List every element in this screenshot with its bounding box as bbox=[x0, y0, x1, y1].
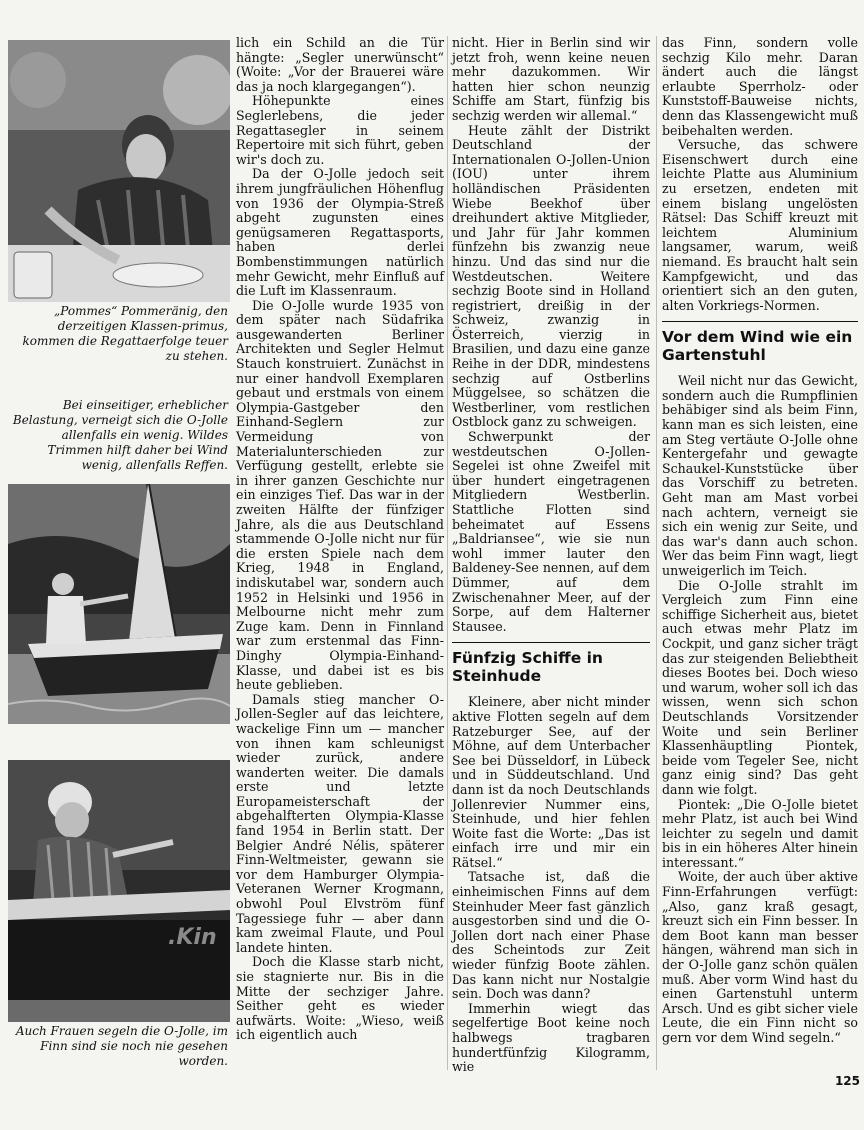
paragraph: lich ein Schild an die Tür hängte: „Segler unerwünscht“ (Woite: „Vor der Brauerei wäre das ja noch klargegangen“). bbox=[236, 35, 444, 94]
caption-1: „Pommes“ Pommeränig, den derzeitigen Klassen-primus, kommen die Regattaerfolge teuer zu stehen. bbox=[22, 304, 228, 363]
paragraph: Versuche, das schwere Eisenschwert durch eine leichte Platte aus Aluminium zu ersetzen, endeten mit einem bislang ungelösten Rätsel: Das Schiff kreuzt mit leichtem Aluminium langsamer, warum, weiß niemand. Es braucht halt sein Kampfgewicht, und das orientiert sich an den guten, alten Vorkriegs-Normen. bbox=[662, 137, 858, 313]
photo-sailor-on-boat-image bbox=[8, 484, 230, 724]
paragraph: Höhepunkte eines Seglerlebens, die jeder Regattasegler in seinem Repertoire mit sich führt, geben wir's doch zu. bbox=[236, 93, 444, 167]
paragraph: Woite, der auch über aktive Finn-Erfahrungen verfügt: „Also, ganz kraß gesagt, kreuzt sich ein Finn besser. In dem Boot kann man besser hängen, während man sich in der O-Jolle ganz schön quälen muß. Aber vorm Wind hast du einen Gartenstuhl unterm Arsch. Und es gibt sicher viele Leute, die ein Finn nicht so gern vor dem Wind segeln.“ bbox=[662, 869, 858, 1045]
paragraph: Immerhin wiegt das segelfertige Boot keine noch halbwegs tragbaren hundertfünfzig Kilogramm, wie bbox=[452, 1000, 650, 1075]
photo-man-at-table bbox=[8, 40, 230, 302]
photo-woman-sailor-image bbox=[8, 760, 230, 1022]
column-rule-1 bbox=[447, 36, 448, 1070]
paragraph: Schwerpunkt der westdeutschen O-Jollen-Segelei ist ohne Zweifel mit über hundert eingetragenen Mitgliedern Westberlin. Stattliche Flotten sind beheimatet auf Essens „Baldriansee“, wie sie nun wohl immer lauter den Baldeney-See nennen, auf dem Dümmer, auf dem Zwischenahner Meer, auf der Sorpe, auf dem Halterner Stausee. bbox=[452, 429, 650, 634]
paragraph: das Finn, sondern volle sechzig Kilo mehr. Daran ändert auch die längst erlaubte Sperrholz- oder Kunststoff-Bauweise nichts, denn das Klassengewicht muß beibehalten werden. bbox=[662, 35, 858, 138]
photo-man-at-table-image bbox=[8, 40, 230, 302]
paragraph: Weil nicht nur das Gewicht, sondern auch die Rumpflinien behäbiger sind als beim Finn, kann man es sich leisten, eine am Steg vertäute O-Jolle ohne Kentergefahr und gewagte Schaukel-Kunststücke über das Vorschiff zu betreten. Geht man am Mast vorbei nach achtern, verneigt sie sich ein wenig zur Seite, und das war's dann auch schon. Wer das beim Finn wagt, liegt unweigerlich im Teich. bbox=[662, 373, 858, 578]
article-column-1 bbox=[236, 36, 444, 1043]
paragraph: Da der O-Jolle jedoch seit ihrem jungfräulichen Höhenflug von 1936 der Olympia-Streß abgeht zugunsten eines genügsameren Regattasports, haben derlei Bombenstimmungen natürlich mehr Gewicht, mehr Einfluß auf die Luft im Klassenraum. bbox=[236, 166, 444, 299]
paragraph: Tatsache ist, daß die einheimischen Finns auf dem Steinhuder Meer fast gänzlich ausgestorben sind und die O-Jollen dort nach einer Phase des Scheintods zur Zeit wieder fünfzig Boote zählen. Das kann nicht nur Nostalgie sein. Doch was dann? bbox=[452, 869, 650, 1002]
photo-woman-sailor bbox=[8, 760, 230, 1022]
paragraph: Damals stieg mancher O-Jollen-Segler auf das leichtere, wackelige Finn um — mancher von ihnen kam schleunigst wieder zurück, andere wanderten weiter. Die damals erste und letzte Europameisterschaft der abgehalfterten Olympia-Klasse fand 1954 in Berlin statt. Der Belgier André Nélis, späterer Finn-Weltmeister, gewann sie vor dem Hamburger Olympia-Veteranen Werner Krogmann, obwohl Poul Elvström fünf Tagessiege fuhr — aber dann kam zweimal Flaute, und Poul landete hinten. bbox=[236, 691, 444, 955]
paragraph: Die O-Jolle wurde 1935 von dem später nach Südafrika ausgewanderten Berliner Architekten und Segler Helmut Stauch konstruiert. Zunächst in nur einer handvoll Exemplaren gebaut und erstmals von einem Olympia-Gastgeber den Einhand-Seglern zur Vermeidung von Materialunterschieden zur Verfügung gestellt, erlebte sie in ihrer ganzen Geschichte nur ein einziges Tief. Das war in der zweiten Hälfte der fünfziger Jahre, als die aus Deutschland stammende O-Jolle nicht nur für die ersten Spiele nach dem Krieg, 1948 in England, indiskutabel war, sondern auch 1952 in Helsinki und 1956 in Melbourne nicht mehr zum Zuge kam. Denn in Finnland war zum erstenmal das Finn-Dinghy Olympia-Einhand-Klasse, und dabei ist es bis heute geblieben. bbox=[236, 297, 444, 693]
subheadline-gartenstuhl: Vor dem Wind wie ein Gartenstuhl bbox=[662, 321, 858, 364]
article-column-3 bbox=[662, 36, 858, 1046]
photo-sailor-on-boat bbox=[8, 484, 230, 724]
page-number: 125 bbox=[834, 1074, 860, 1088]
paragraph: Die O-Jolle strahlt im Vergleich zum Finn eine schiffige Sicherheit aus, bietet auch etwas mehr Platz im Cockpit, und ganz sicher trägt das zur steigenden Beliebtheit dieses Bootes bei. Doch wieso und warum, woher soll ich das wissen, wenn sich schon Deutschlands Vorsitzender Woite und sein Berliner Klassenhäuptling Piontek, beide vom Tegeler See, nicht ganz einig sind? Das geht dann wie folgt. bbox=[662, 577, 858, 797]
paragraph: Kleinere, aber nicht minder aktive Flotten segeln auf dem Ratzeburger See, auf der Möhne, auf dem Unterbacher See bei Düsseldorf, in Lübeck und in Süddeutschland. Und dann ist da noch Deutschlands Jollenrevier Nummer eins, Steinhude, und hier fehlen Woite fast die Worte: „Das ist einfach irre und mir ein Rätsel.“ bbox=[452, 694, 650, 870]
boat-lettering: .Kin bbox=[168, 925, 217, 950]
column-rule-2 bbox=[656, 36, 657, 1070]
article-column-2 bbox=[452, 36, 650, 1075]
paragraph: Doch die Klasse starb nicht, sie stagnierte nur. Bis in die Mitte der sechziger Jahre. Seither geht es wieder aufwärts. Woite: „Wieso, weiß ich eigentlich auch bbox=[236, 954, 444, 1043]
paragraph: Heute zählt der Distrikt Deutschland der Internationalen O-Jollen-Union (IOU) unter ihrem holländischen Präsidenten Wiebe Beekhof über dreihundert aktive Mitglieder, und Jahr für Jahr kommen fünfzehn bis zwanzig neue hinzu. Und das sind nur die Westdeutschen. Weitere sechzig Boote sind in Holland registriert, dreißig in der Schweiz, zwanzig in Österreich, vierzig in Brasilien, und dazu eine ganze Reihe in der DDR, mindestens sechzig auf Ostberlins Müggelsee, so schätzen die Westberliner, vom restlichen Ostblock ganz zu schweigen. bbox=[452, 122, 650, 430]
subheadline-steinhude: Fünfzig Schiffe in Steinhude bbox=[452, 642, 650, 685]
paragraph: Piontek: „Die O-Jolle bietet mehr Platz, ist auch bei Wind leichter zu segeln und damit bis in ein höheres Alter hinein interessant.“ bbox=[662, 796, 858, 870]
caption-2: Bei einseitiger, erheblicher Belastung, verneigt sich die O-Jolle allenfalls ein wenig. Wildes Trimmen hilft daher bei Wind wenig, allenfalls Reffen. bbox=[12, 398, 228, 472]
paragraph: nicht. Hier in Berlin sind wir jetzt froh, wenn keine neuen mehr dazukommen. Wir hatten hier schon neunzig Schiffe am Start, fünfzig bis sechzig werden wir allemal.“ bbox=[452, 35, 650, 123]
caption-3: Auch Frauen segeln die O-Jolle, im Finn sind sie noch nie gesehen worden. bbox=[15, 1024, 228, 1068]
